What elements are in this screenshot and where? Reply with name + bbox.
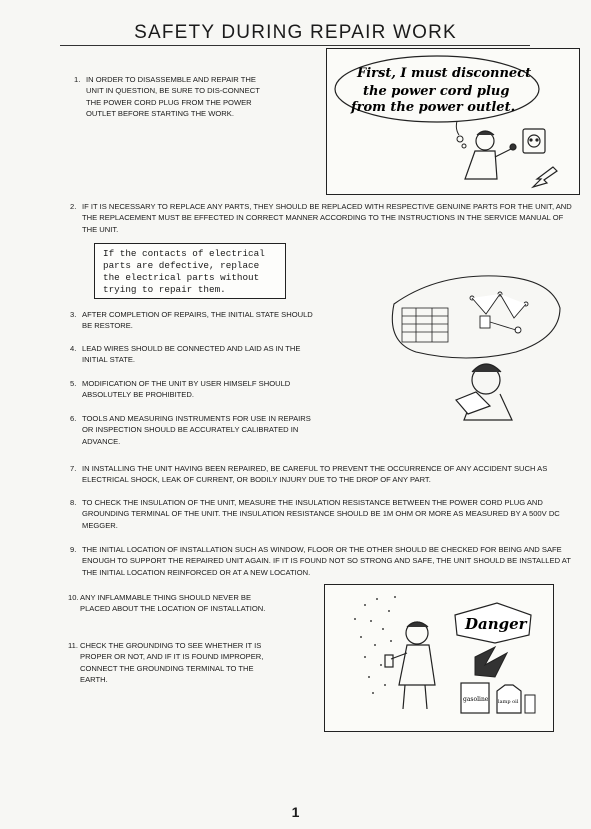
instruction-item-6 [70, 413, 316, 447]
item-text: TOOLS AND MEASURING INSTRUMENTS FOR USE IN REPAIRS OR INSPECTION SHOULD BE ACCURATELY CALIBRATED IN ADVANCE. [82, 414, 311, 446]
item-text: IN ORDER TO DISASSEMBLE AND REPAIR THE UNIT IN QUESTION, BE SURE TO DIS-CONNECT THE POWER CORD PLUG FROM THE POWER OUTLET BEFORE STARTING THE WORK. [86, 75, 260, 119]
item-text: CHECK THE GROUNDING TO SEE WHETHER IT IS PROPER OR NOT, AND IF IT IS FOUND IMPROPER, CONNECT THE GROUNDING TERMINAL TO THE EARTH. [80, 641, 264, 685]
instruction-item-5 [70, 378, 316, 401]
warning-note-box: If the contacts of electrical parts are defective, replace the electrical parts without trying to repair them. [94, 243, 286, 299]
instruction-item-9 [70, 544, 580, 578]
item-number: 9. [70, 545, 77, 554]
item-number: 1. [74, 75, 81, 84]
title-underline [60, 45, 530, 46]
item-text: ANY INFLAMMABLE THING SHOULD NEVER BE PLACED ABOUT THE LOCATION OF INSTALLATION. [80, 593, 266, 614]
item-text: LEAD WIRES SHOULD BE CONNECTED AND LAID AS IN THE INITIAL STATE. [82, 344, 301, 365]
item-text: IN INSTALLING THE UNIT HAVING BEEN REPAIRED, BE CAREFUL TO PREVENT THE OCCURRENCE OF ANY ACCIDENT SUCH AS ELECTRICAL SHOCK, LEAK OF CURRENT, OR BODILY INJURY DUE TO THE DROP OF ANY PART. [82, 464, 548, 485]
sprayer-figure [385, 622, 435, 709]
page-title: SAFETY DURING REPAIR WORK [134, 22, 457, 43]
instruction-item-8 [70, 497, 580, 531]
wiring-diagram-illustration [376, 268, 576, 428]
item-number: 8. [70, 498, 77, 507]
danger-illustration [324, 584, 554, 732]
instruction-item-10 [68, 592, 276, 615]
lamp-oil-bottle-icon [497, 685, 521, 713]
disconnect-illustration [326, 48, 580, 195]
item-text: THE INITIAL LOCATION OF INSTALLATION SUCH AS WINDOW, FLOOR OR THE OTHER SHOULD BE CHECKED FOR BEING AND SAFE ENOUGH TO SUPPORT THE REPAIRED UNIT AGAIN. IF IT IS FOUND NOT SO STRONG AND SAFE, THE UNIT SHOULD BE INSTALLED AT THE INITIAL LOCATION REINFORCED OR AT A NEW LOCATION. [82, 545, 571, 577]
danger-sign [455, 603, 531, 643]
instruction-item-3 [70, 309, 316, 332]
small-bottle-icon [525, 695, 535, 713]
item-number: 4. [70, 344, 77, 353]
danger-sign-text: Danger [465, 615, 527, 633]
instruction-item-1 [74, 74, 274, 120]
gasoline-can-icon [461, 683, 489, 713]
instruction-item-7 [70, 463, 580, 486]
item-number: 11. [68, 641, 78, 650]
item-number: 5. [70, 379, 77, 388]
item-number: 6. [70, 414, 77, 423]
item-number: 10. [68, 593, 79, 602]
item-number: 7. [70, 464, 77, 473]
power-outlet-icon [523, 129, 545, 153]
danger-drawing [325, 585, 553, 731]
item-text: TO CHECK THE INSULATION OF THE UNIT, MEASURE THE INSULATION RESISTANCE BETWEEN THE POWER CORD PLUG AND GROUNDING TERMINAL OF THE UNIT. THE INSULATION RESISTANCE SHOULD BE 1M OHM OR MORE AS MEASURED BY A 500V DC MEGGER. [82, 498, 560, 530]
circuit-components [470, 292, 528, 333]
instruction-item-4 [70, 343, 316, 366]
disconnect-drawing [327, 49, 579, 194]
item-text: MODIFICATION OF THE UNIT BY USER HIMSELF SHOULD ABSOLUTELY BE PROHIBITED. [82, 379, 291, 400]
circuit-table [402, 308, 448, 342]
item-text: IF IT IS NECESSARY TO REPLACE ANY PARTS, THEY SHOULD BE REPLACED WITH RESPECTIVE GENUINE PARTS FOR THE UNIT, AND THE REPLACEMENT MUST BE EFFECTED IN CORRECT MANNER ACCORDING TO THE INSTRUCTIONS IN THE SERVICE MANUAL OF THE UNIT. [82, 202, 572, 234]
instruction-item-11 [68, 640, 276, 686]
item-number: 2. [70, 202, 77, 211]
item-text: AFTER COMPLETION OF REPAIRS, THE INITIAL STATE SHOULD BE RESTORE. [82, 310, 313, 331]
technician-figure [465, 131, 516, 179]
speech-line-2: the power cord plug [363, 84, 510, 99]
wiring-drawing [376, 268, 576, 428]
page-number: 1 [291, 804, 300, 820]
bottle-label: lamp oil [498, 699, 519, 705]
instruction-item-2 [70, 201, 580, 235]
flame-icon [475, 647, 507, 677]
item-number: 3. [70, 310, 77, 319]
can-label: gasoline [463, 696, 489, 703]
speech-line-3: from the power outlet. [351, 100, 516, 115]
reader-figure [456, 364, 512, 420]
spray-dots [354, 596, 396, 694]
arrow-icon [533, 167, 557, 187]
speech-line-1: First, I must disconnect [357, 66, 532, 81]
